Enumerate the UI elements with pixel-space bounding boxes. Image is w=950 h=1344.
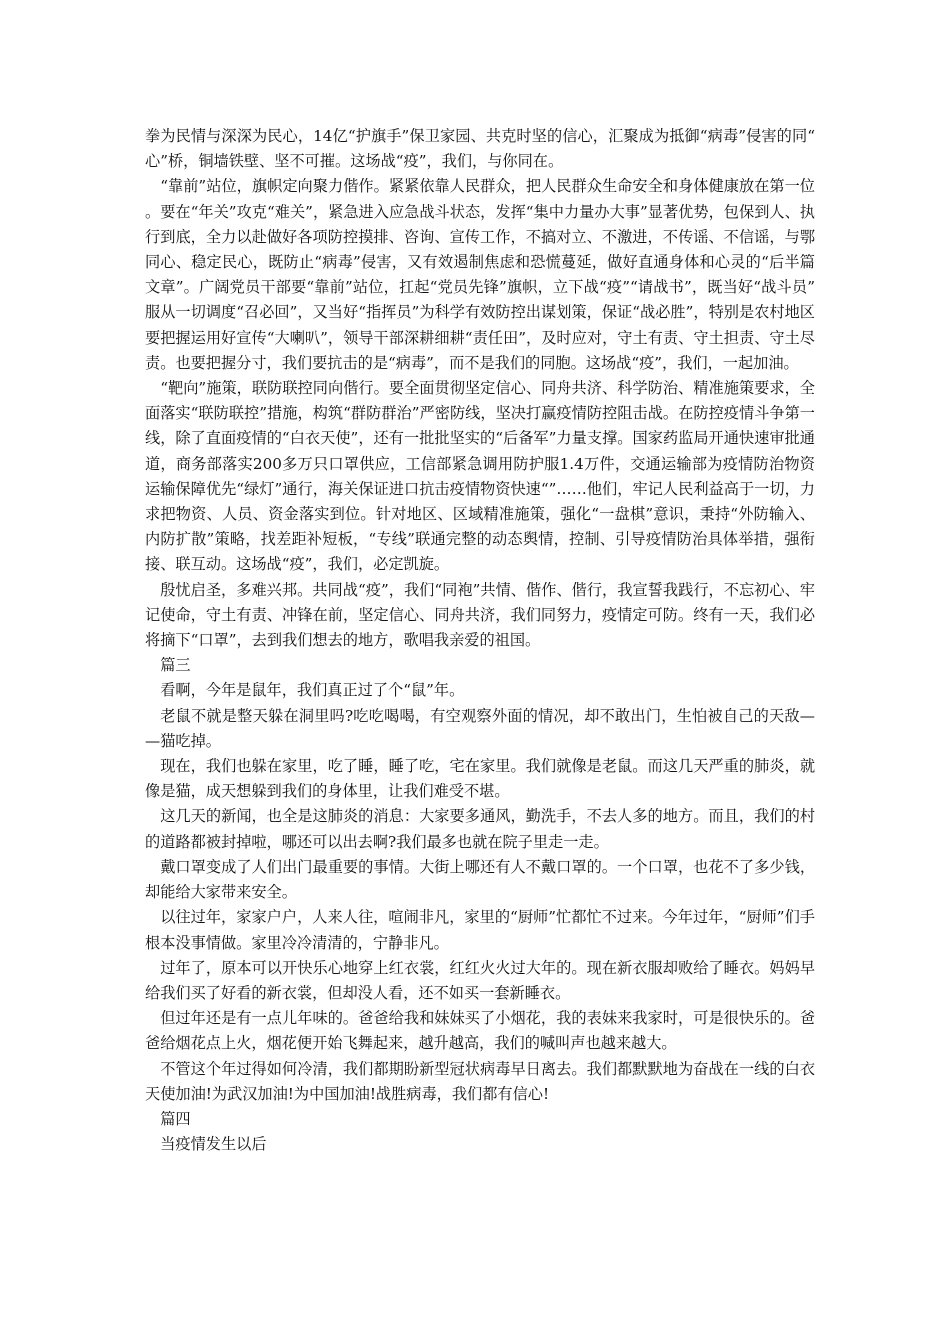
paragraph: 过年了，原本可以开快乐心地穿上红衣裳，红红火火过大年的。现在新衣服却败给了睡衣。妈妈早给我们买了好看的新衣裳，但却没人看，还不如买一套新睡衣。 xyxy=(145,958,815,1002)
paragraph: “靠前”站位，旗帜定向聚力偕作。紧紧依靠人民群众，把人民群众生命安全和身体健康放在第一位。要在“年关”攻克“难关”，紧急进入应急战斗状态，发挥“集中力量办大事”显著优势，包保到人、执行到底，全力以赴做好各项防控摸排、咨询、宣传工作，不搞对立、不激进，不传谣、不信谣，与鄂同心、稳定民心，既防止“病毒”侵害，又有效遏制焦虑和恐慌蔓延，做好直通身体和心灵的“后半篇文章”。广阔党员干部要“靠前”站位，扛起“党员先锋”旗帜，立下战“疫”“请战书”，既当好“战斗员”服从一切调度“召必回”，又当好“指挥员”为科学有效防控出谋划策，保证“战必胜”，特别是农村地区要把握运用好宣传“大喇叭”，领导干部深耕细耕“责任田”，及时应对，守土有责、守土担责、守土尽责。也要把握分寸，我们要抗击的是“病毒”，而不是我们的同胞。这场战“疫”，我们，一起加油。 xyxy=(145,177,815,372)
paragraph: 但过年还是有一点儿年味的。爸爸给我和妹妹买了小烟花，我的表妹来我家时，可是很快乐的。爸爸给烟花点上火，烟花便开始飞舞起来，越升越高，我们的喊叫声也越来越大。 xyxy=(145,1009,815,1053)
section-heading: 篇三 xyxy=(160,656,191,675)
paragraph: 不管这个年过得如何冷清，我们都期盼新型冠状病毒早日离去。我们都默默地为奋战在一线的白衣天使加油!为武汉加油!为中国加油!战胜病毒，我们都有信心! xyxy=(145,1059,815,1103)
paragraph: 当疫情发生以后 xyxy=(160,1135,267,1154)
paragraph: 以往过年，家家户户，人来人往，喧闹非凡，家里的“厨师”忙都忙不过来。今年过年，“厨师”们手根本没事情做。家里冷冷清清的，宁静非凡。 xyxy=(145,908,815,952)
document-page xyxy=(145,124,815,1157)
section-heading: 篇四 xyxy=(160,1109,191,1128)
paragraph: 现在，我们也躲在家里，吃了睡，睡了吃，宅在家里。我们就像是老鼠。而这几天严重的肺炎，就像是猫，成天想躲到我们的身体里，让我们难受不堪。 xyxy=(145,757,815,801)
paragraph: 这几天的新闻，也全是这肺炎的消息：大家要多通风，勤洗手，不去人多的地方。而且，我们的村的道路都被封掉啦，哪还可以出去啊?我们最多也就在院子里走一走。 xyxy=(145,807,815,851)
paragraph: 老鼠不就是整天躲在洞里吗?吃吃喝喝，有空观察外面的情况，却不敢出门，生怕被自己的天敌——猫吃掉。 xyxy=(145,706,815,750)
paragraph: 拳为民情与深深为民心，14亿“护旗手”保卫家园、共克时坚的信心，汇聚成为抵御“病毒”侵害的同“心”桥，铜墙铁壁、坚不可摧。这场战“疫”，我们，与你同在。 xyxy=(145,127,815,171)
paragraph: 看啊，今年是鼠年，我们真正过了个“鼠”年。 xyxy=(160,681,465,700)
paragraph: “靶向”施策，联防联控同向偕行。要全面贯彻坚定信心、同舟共济、科学防治、精准施策要求，全面落实“联防联控”措施，构筑“群防群治”严密防线，坚决打赢疫情防控阻击战。在防控疫情斗争第一线，除了直面疫情的“白衣天使”，还有一批批坚实的“后备军”力量支撑。国家药监局开通快速审批通道，商务部落实200多万只口罩供应，工信部紧急调用防护服1.4万件，交通运输部为疫情防治物资运输保障优先“绿灯”通行，海关保证进口抗击疫情物资快速“”……他们，牢记人民利益高于一切，力求把物资、人员、资金落实到位。针对地区、区域精准施策，强化“一盘棋”意识，秉持“外防输入、内防扩散”策略，找差距补短板，“专线”联通完整的动态舆情，控制、引导疫情防治具体举措，强衔接、联互动。这场战“疫”，我们，必定凯旋。 xyxy=(145,379,815,574)
paragraph: 殷忧启圣，多难兴邦。共同战“疫”，我们“同袍”共情、偕作、偕行，我宣誓我践行，不忘初心、牢记使命，守土有责、冲锋在前，坚定信心、同舟共济，我们同努力，疫情定可防。终有一天，我们必将摘下“口罩”，去到我们想去的地方，歌唱我亲爱的祖国。 xyxy=(145,580,815,650)
paragraph: 戴口罩变成了人们出门最重要的事情。大街上哪还有人不戴口罩的。一个口罩，也花不了多少钱，却能给大家带来安全。 xyxy=(145,857,815,902)
